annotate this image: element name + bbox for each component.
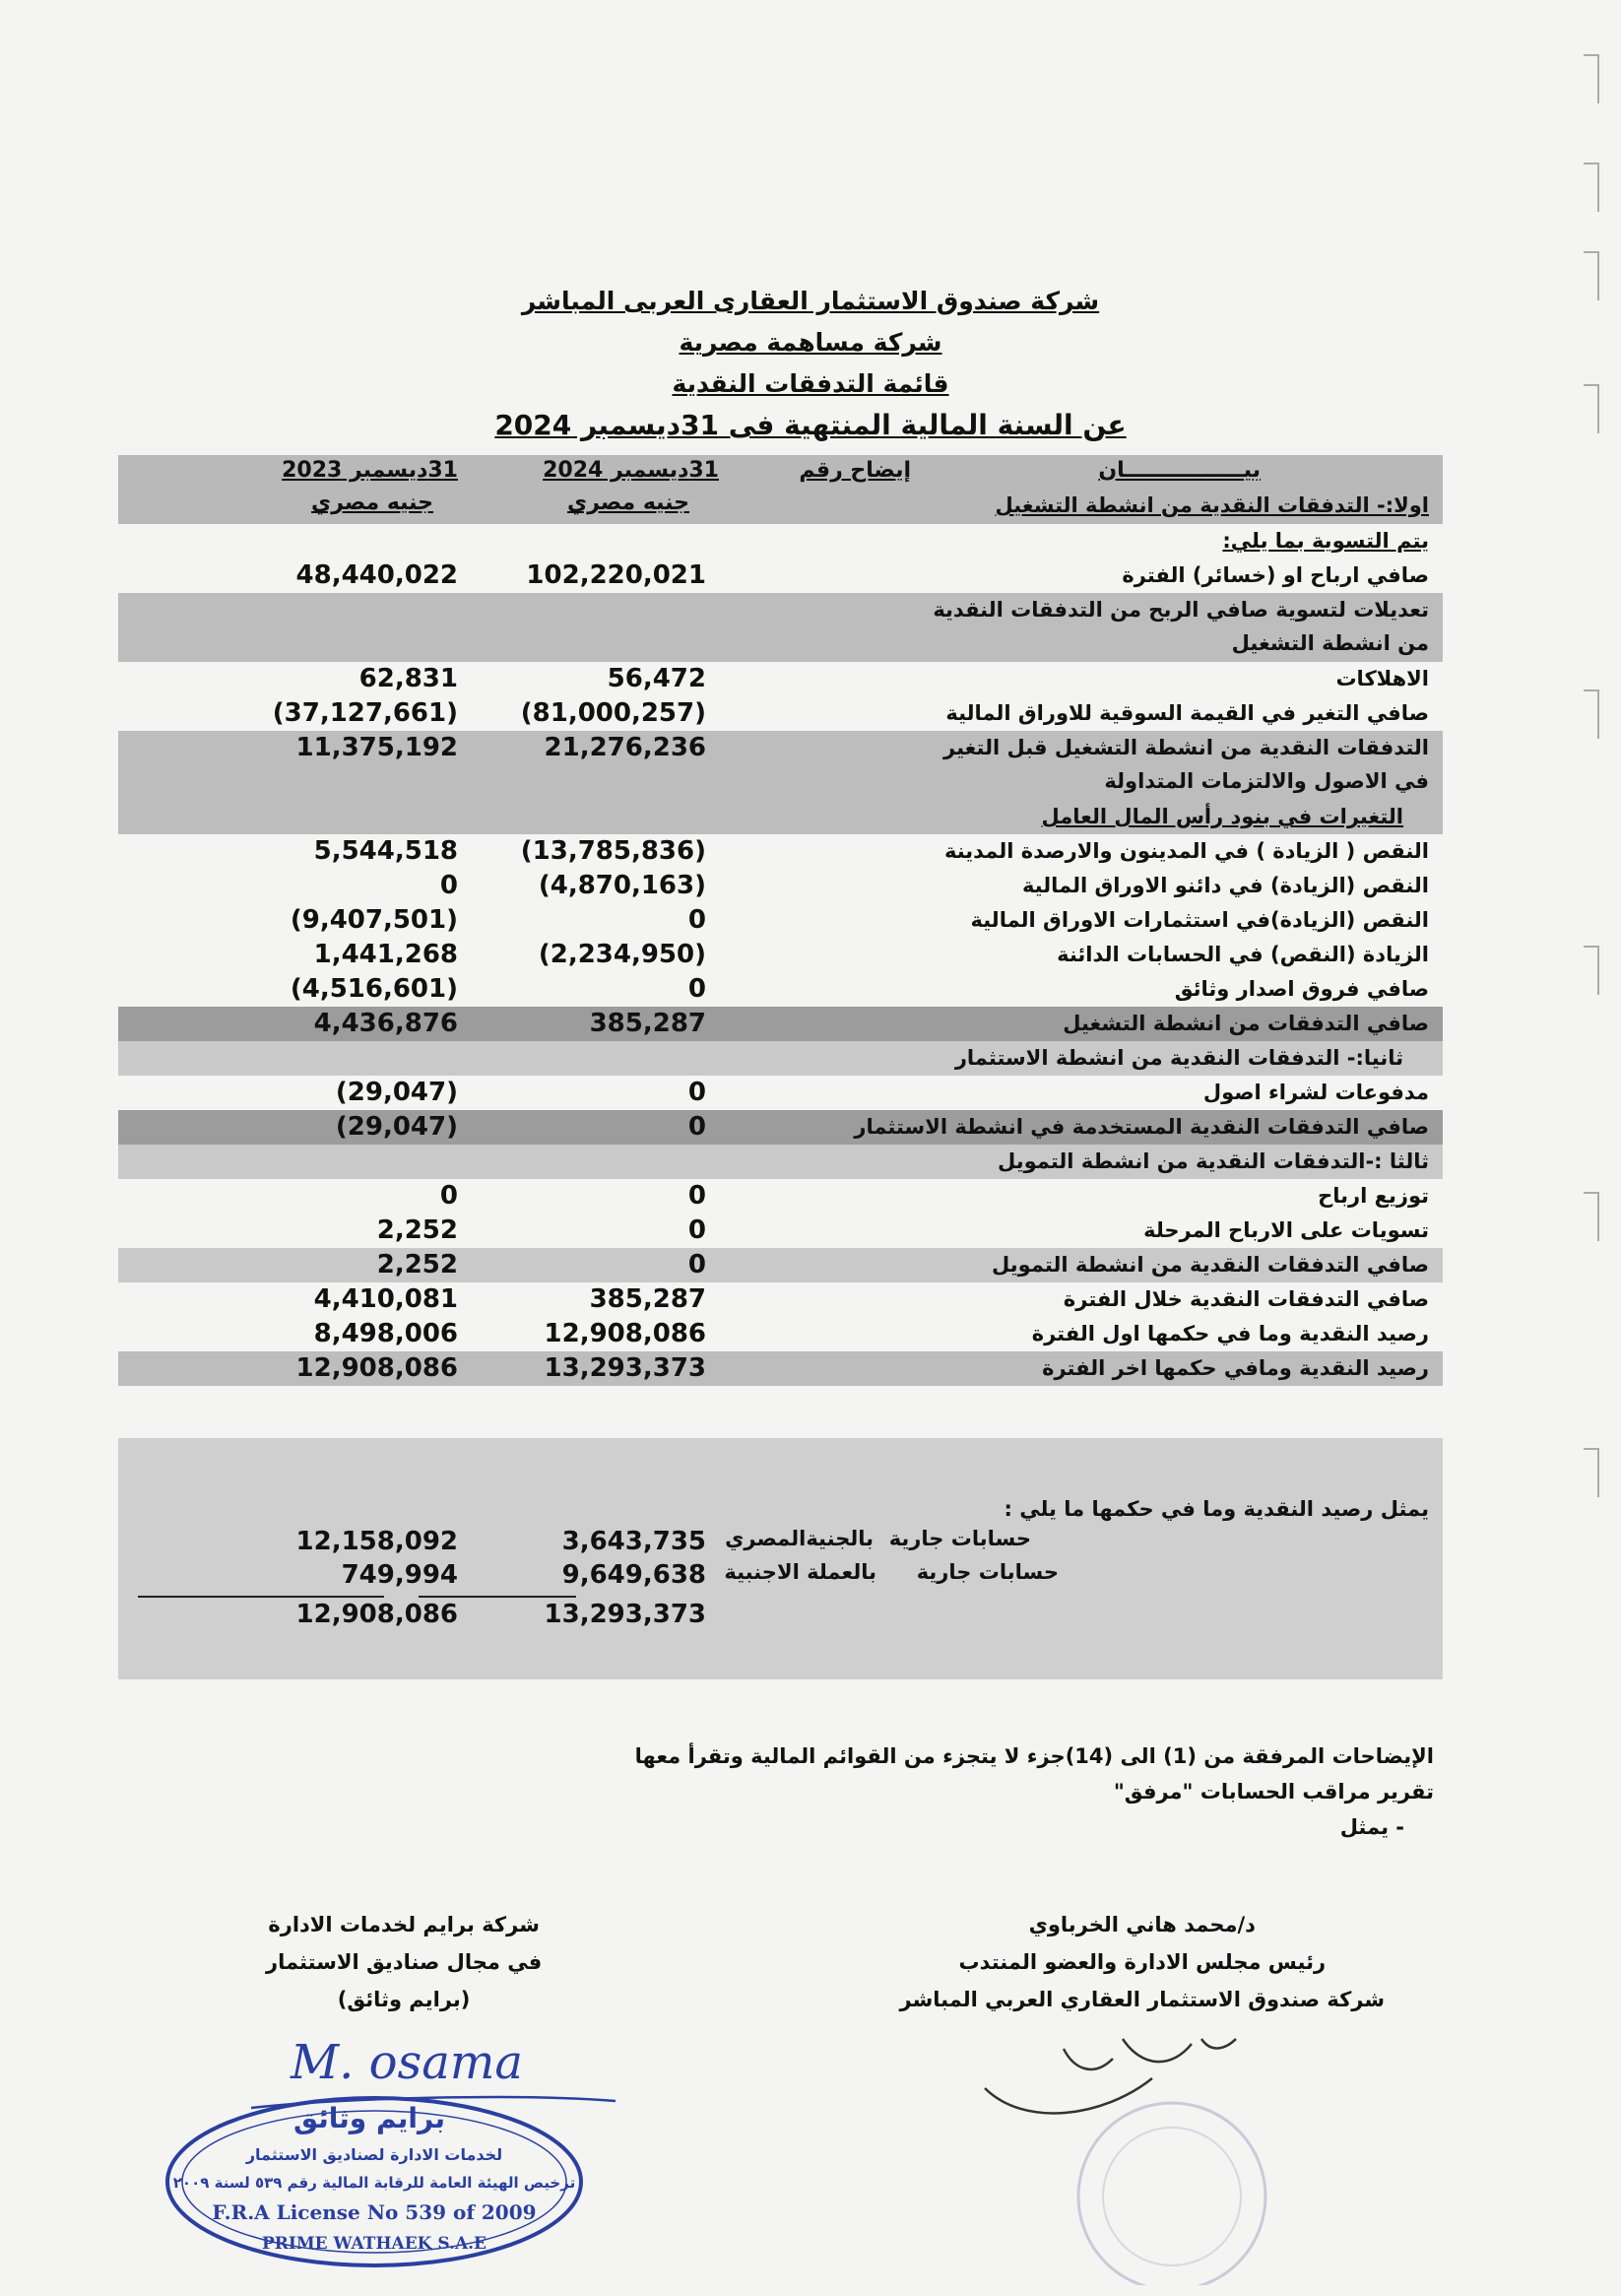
value-2023: 11,375,192 (295, 733, 458, 762)
table-row (118, 1248, 1443, 1282)
col-2024: 31ديسمبر 2024 (543, 458, 719, 483)
row-label: صافي التغير في القيمة السوقية للاوراق المالية (945, 701, 1429, 725)
edge-mark (1584, 1448, 1599, 1497)
value-2024: 56,472 (607, 664, 706, 693)
stamp-title: برايم وثائق (293, 2102, 445, 2134)
manager-company: شركة برايم لخدمات الادارة (268, 1913, 540, 1936)
col-desc: بيــــــــــــــــان (1098, 458, 1261, 483)
edge-mark (1584, 163, 1599, 212)
prime-wathaek-stamp (143, 2024, 635, 2275)
row-label: صافي التدفقات من انشطة التشغيل (1063, 1012, 1429, 1035)
table-row (118, 800, 1443, 834)
row-label: ثالثا :-التدفقات النقدية من انشطة التمويل (997, 1149, 1429, 1173)
handwritten-signature: M. osama (291, 2035, 523, 2090)
item-label: حسابات جارية (916, 1560, 1059, 1584)
value-2024: 0 (687, 1078, 706, 1107)
row-label: صافي فروق اصدار وثائق (1174, 977, 1429, 1001)
table-row (118, 869, 1443, 903)
table-row (118, 972, 1443, 1007)
manager-field: في مجال صناديق الاستثمار (266, 1950, 543, 1974)
row-label: النقص ( الزيادة ) في المدينون والارصدة المدينة (943, 839, 1429, 863)
company-type: شركة مساهمة مصرية (679, 328, 942, 357)
row-label: صافي التدفقات النقدية خلال الفترة (1063, 1287, 1429, 1311)
value-2023: 4,410,081 (313, 1284, 458, 1314)
edge-mark (1584, 1192, 1599, 1241)
table-row (118, 731, 1443, 800)
currency-2023: جنيه مصري (311, 491, 433, 515)
table-row (118, 1110, 1443, 1145)
table-row (118, 696, 1443, 731)
cash-breakdown-box (118, 1438, 1443, 1679)
row-label: تعديلات لتسوية صافي الربح من التدفقات النقدية من انشطة التشغيل (933, 598, 1429, 655)
value-2023: (4,516,601) (290, 974, 458, 1004)
value-2024: 0 (687, 1250, 706, 1279)
section-operating: اولا:- التدفقات النقدية من انشطة التشغيل (995, 493, 1429, 517)
table-header (118, 455, 1443, 524)
item-value-2024: 3,643,735 (561, 1527, 706, 1556)
chairman-name: د/محمد هاني الخرباوي (1028, 1913, 1256, 1936)
row-label: التدفقات النقدية من انشطة التشغيل قبل التغير في الاصول والالتزمات المتداولة (943, 736, 1429, 793)
row-label: رصيد النقدية ومافي حكمها اخر الفترة (1042, 1356, 1429, 1380)
statement-title: قائمة التدفقات النقدية (672, 369, 949, 398)
note-line: تقرير مراقب الحسابات "مرفق" (1113, 1780, 1434, 1804)
value-2024: 13,293,373 (544, 1353, 706, 1383)
value-2024: 0 (687, 1215, 706, 1245)
cash-breakdown-title: يمثل رصيد النقدية وما في حكمها ما يلي : (1004, 1497, 1429, 1521)
chairman-title: رئيس مجلس الادارة والعضو المنتدب (958, 1950, 1327, 1974)
signature-manager (266, 1906, 542, 2018)
table-row (118, 1351, 1443, 1386)
item-value-2023: 749,994 (341, 1560, 458, 1590)
value-2024: 0 (687, 974, 706, 1004)
table-row (118, 903, 1443, 938)
chairman-company: شركة صندوق الاستثمار العقاري العربي المباشر (899, 1988, 1385, 2011)
total-2023: 12,908,086 (295, 1600, 458, 1629)
row-label: صافي التدفقات النقدية المستخدمة في انشطة الاستثمار (854, 1115, 1429, 1139)
table-row (118, 1214, 1443, 1248)
row-label: الاهلاكات (1335, 667, 1429, 690)
row-label: ثانيا:- التدفقات النقدية من انشطة الاستثمار (954, 1046, 1403, 1070)
table-row (118, 1317, 1443, 1351)
company-name: شركة صندوق الاستثمار العقارى العربى المباشر (521, 287, 1100, 315)
signature-chairman (900, 1906, 1385, 2018)
total-2024: 13,293,373 (544, 1600, 706, 1629)
value-2023: 2,252 (376, 1215, 458, 1245)
col-2023: 31ديسمبر 2023 (282, 458, 458, 483)
value-2023: (29,047) (335, 1078, 458, 1107)
row-label: مدفوعات لشراء اصول (1202, 1081, 1429, 1104)
period-title: عن السنة المالية المنتهية فى 31ديسمبر 2024 (494, 409, 1127, 441)
row-label: يتم التسوية بما يلي: (1222, 529, 1429, 553)
value-2023: 0 (439, 871, 458, 900)
edge-mark (1584, 946, 1599, 995)
value-2023: 62,831 (358, 664, 458, 693)
row-label: التغيرات في بنود رأس المال العامل (1041, 805, 1403, 828)
currency-2024: جنيه مصري (567, 491, 689, 515)
document-header (0, 281, 1621, 446)
table-row (118, 1076, 1443, 1110)
row-label: النقص (الزيادة)في استثمارات الاوراق المالية (970, 908, 1429, 932)
row-label: تسويات على الارباح المرحلة (1143, 1218, 1429, 1242)
item-value-2023: 12,158,092 (295, 1527, 458, 1556)
value-2024: 102,220,021 (526, 560, 706, 590)
stamp-license-en: F.R.A License No 539 of 2009 (212, 2200, 537, 2224)
value-2023: 12,908,086 (295, 1353, 458, 1383)
stamp-company-en: PRIME WATHAEK S.A.E (261, 2234, 487, 2254)
value-2023: 48,440,022 (295, 560, 458, 590)
value-2023: 5,544,518 (313, 836, 458, 866)
value-2024: (13,785,836) (520, 836, 706, 866)
table-row (118, 593, 1443, 662)
table-row (118, 1145, 1443, 1179)
col-note: إيضاح رقم (799, 458, 911, 483)
value-2023: 2,252 (376, 1250, 458, 1279)
stamp-subtitle: لخدمات الادارة لصناديق الاستثمار (245, 2145, 503, 2164)
value-2024: (2,234,950) (538, 940, 706, 969)
value-2023: (29,047) (335, 1112, 458, 1142)
value-2024: 385,287 (589, 1284, 706, 1314)
item-currency: بالجنيةالمصري (725, 1527, 874, 1550)
stamp-license-ar: ترخيص الهيئة العامة للرقابة المالية رقم ٥٣٩ لسنة ٢٠٠٩ (172, 2174, 576, 2192)
value-2023: 8,498,006 (313, 1319, 458, 1348)
table-row (118, 938, 1443, 972)
cashflow-table (118, 524, 1443, 1386)
footnotes (635, 1738, 1434, 1845)
table-row (118, 1007, 1443, 1041)
value-2024: 21,276,236 (544, 733, 706, 762)
value-2024: (81,000,257) (520, 698, 706, 728)
value-2023: 0 (439, 1181, 458, 1211)
value-2024: (4,870,163) (538, 871, 706, 900)
table-row (118, 1041, 1443, 1076)
value-2023: (37,127,661) (272, 698, 458, 728)
item-label: حسابات جارية (888, 1527, 1031, 1550)
table-row (118, 1179, 1443, 1214)
edge-mark (1584, 54, 1599, 103)
value-2024: 0 (687, 1112, 706, 1142)
value-2023: 4,436,876 (313, 1009, 458, 1038)
item-value-2024: 9,649,638 (561, 1560, 706, 1590)
table-row (118, 524, 1443, 558)
table-row (118, 834, 1443, 869)
manager-brand: (برايم وثائق) (337, 1988, 471, 2011)
row-label: الزيادة (النقص) في الحسابات الدائنة (1057, 943, 1429, 966)
row-label: صافي ارباح او (خسائر) الفترة (1122, 563, 1429, 587)
table-row (118, 1282, 1443, 1317)
chairman-signature-and-stamp (945, 2009, 1359, 2285)
value-2024: 0 (687, 1181, 706, 1211)
value-2024: 12,908,086 (544, 1319, 706, 1348)
note-line: - يمثل (1339, 1815, 1404, 1839)
table-row (118, 662, 1443, 696)
value-2023: 1,441,268 (313, 940, 458, 969)
row-label: النقص (الزيادة) في دائنو الاوراق المالية (1021, 874, 1429, 897)
note-line: الإيضاحات المرفقة من (1) الى (14)جزء لا يتجزء من القوائم المالية وتقرأ معها (634, 1744, 1434, 1768)
value-2024: 0 (687, 905, 706, 935)
value-2024: 385,287 (589, 1009, 706, 1038)
row-label: توزيع ارباح (1318, 1184, 1429, 1208)
table-row (118, 558, 1443, 593)
item-currency: بالعملة الاجنبية (724, 1560, 876, 1584)
row-label: رصيد النقدية وما في حكمها اول الفترة (1031, 1322, 1429, 1345)
edge-mark (1584, 689, 1599, 739)
value-2023: (9,407,501) (290, 905, 458, 935)
row-label: صافي التدفقات النقدية من انشطة التمويل (992, 1253, 1429, 1277)
